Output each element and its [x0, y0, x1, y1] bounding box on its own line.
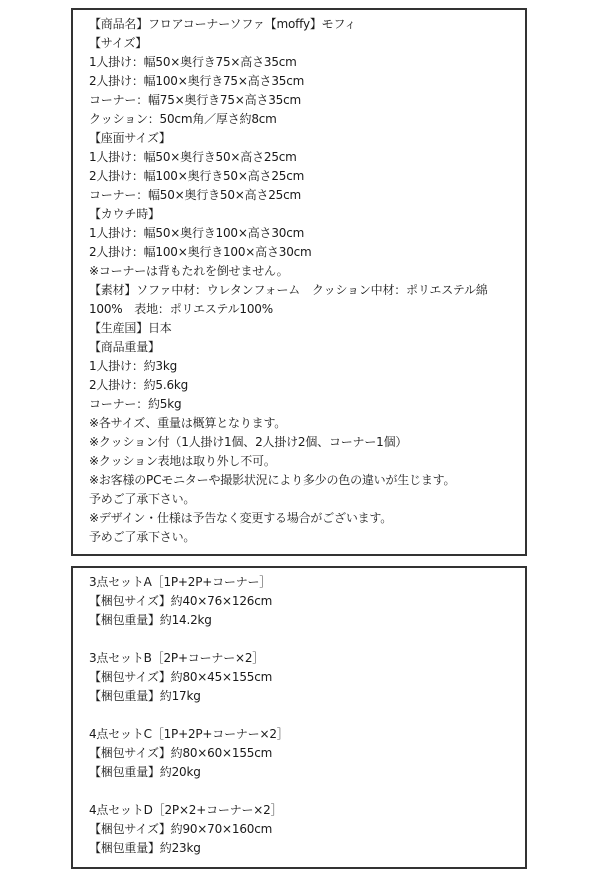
spec-line: 【商品名】フロアコーナーソファ【moffy】モフィ	[89, 17, 357, 31]
spec-line: コーナー：幅75×奥行き75×高さ35cm	[89, 93, 302, 107]
set-package-box	[71, 566, 527, 869]
spec-line: ※デザイン・仕様は予告なく変更する場合がございます。	[89, 511, 393, 525]
set-name: 3点セットB［2P+コーナー×2］	[89, 651, 265, 665]
set-package-weight: 【梱包重量】約23kg	[89, 841, 201, 855]
set-package-weight: 【梱包重量】約14.2kg	[89, 613, 212, 627]
blank-line	[89, 706, 525, 725]
spec-line: 【商品重量】	[89, 340, 160, 354]
blank-line	[89, 630, 525, 649]
spec-line: 2人掛け：約5.6kg	[89, 378, 189, 392]
spec-line: 【生産国】日本	[89, 321, 172, 335]
blank-line	[89, 782, 525, 801]
spec-line: 【サイズ】	[89, 36, 148, 50]
spec-line: 予めご了承下さい。	[89, 530, 196, 544]
spec-line: 2人掛け：幅100×奥行き100×高さ30cm	[89, 245, 312, 259]
spec-line: 【座面サイズ】	[89, 131, 171, 145]
product-spec-box	[71, 8, 527, 556]
spec-line: 1人掛け：幅50×奥行き50×高さ25cm	[89, 150, 297, 164]
set-name: 3点セットA［1P+2P+コーナー］	[89, 575, 272, 589]
spec-line: 1人掛け：幅50×奥行き100×高さ30cm	[89, 226, 305, 240]
spec-line: 【カウチ時】	[89, 207, 160, 221]
spec-line: ※クッション付（1人掛け1個、2人掛け2個、コーナー1個）	[89, 435, 408, 449]
spec-line: ※クッション表地は取り外し不可。	[89, 454, 276, 468]
spec-line: 1人掛け：約3kg	[89, 359, 178, 373]
set-package-weight: 【梱包重量】約20kg	[89, 765, 201, 779]
spec-line: 100% 表地：ポリエステル100%	[89, 302, 273, 316]
spec-line: 2人掛け：幅100×奥行き50×高さ25cm	[89, 169, 305, 183]
set-name: 4点セットD［2P×2+コーナー×2］	[89, 803, 283, 817]
spec-line: コーナー：幅50×奥行き50×高さ25cm	[89, 188, 302, 202]
spec-line: ※各サイズ、重量は概算となります。	[89, 416, 287, 430]
set-package-size: 【梱包サイズ】約90×70×160cm	[89, 822, 273, 836]
set-package-size: 【梱包サイズ】約80×45×155cm	[89, 670, 273, 684]
spec-line: 2人掛け：幅100×奥行き75×高さ35cm	[89, 74, 305, 88]
spec-line: クッション：50cm角／厚さ約8cm	[89, 112, 277, 126]
set-package-weight: 【梱包重量】約17kg	[89, 689, 201, 703]
spec-line: ※コーナーは背もたれを倒せません。	[89, 264, 289, 278]
spec-line: ※お客様のPCモニターや撮影状況により多少の色の違いが生じます。	[89, 473, 456, 487]
spec-line: コーナー：約5kg	[89, 397, 182, 411]
spec-line: 1人掛け：幅50×奥行き75×高さ35cm	[89, 55, 297, 69]
spec-line: 予めご了承下さい。	[89, 492, 196, 506]
set-package-size: 【梱包サイズ】約40×76×126cm	[89, 594, 273, 608]
set-package-size: 【梱包サイズ】約80×60×155cm	[89, 746, 273, 760]
set-name: 4点セットC［1P+2P+コーナー×2］	[89, 727, 289, 741]
spec-line: 【素材】ソファ中材：ウレタンフォーム クッション中材：ポリエステル綿	[89, 283, 488, 297]
